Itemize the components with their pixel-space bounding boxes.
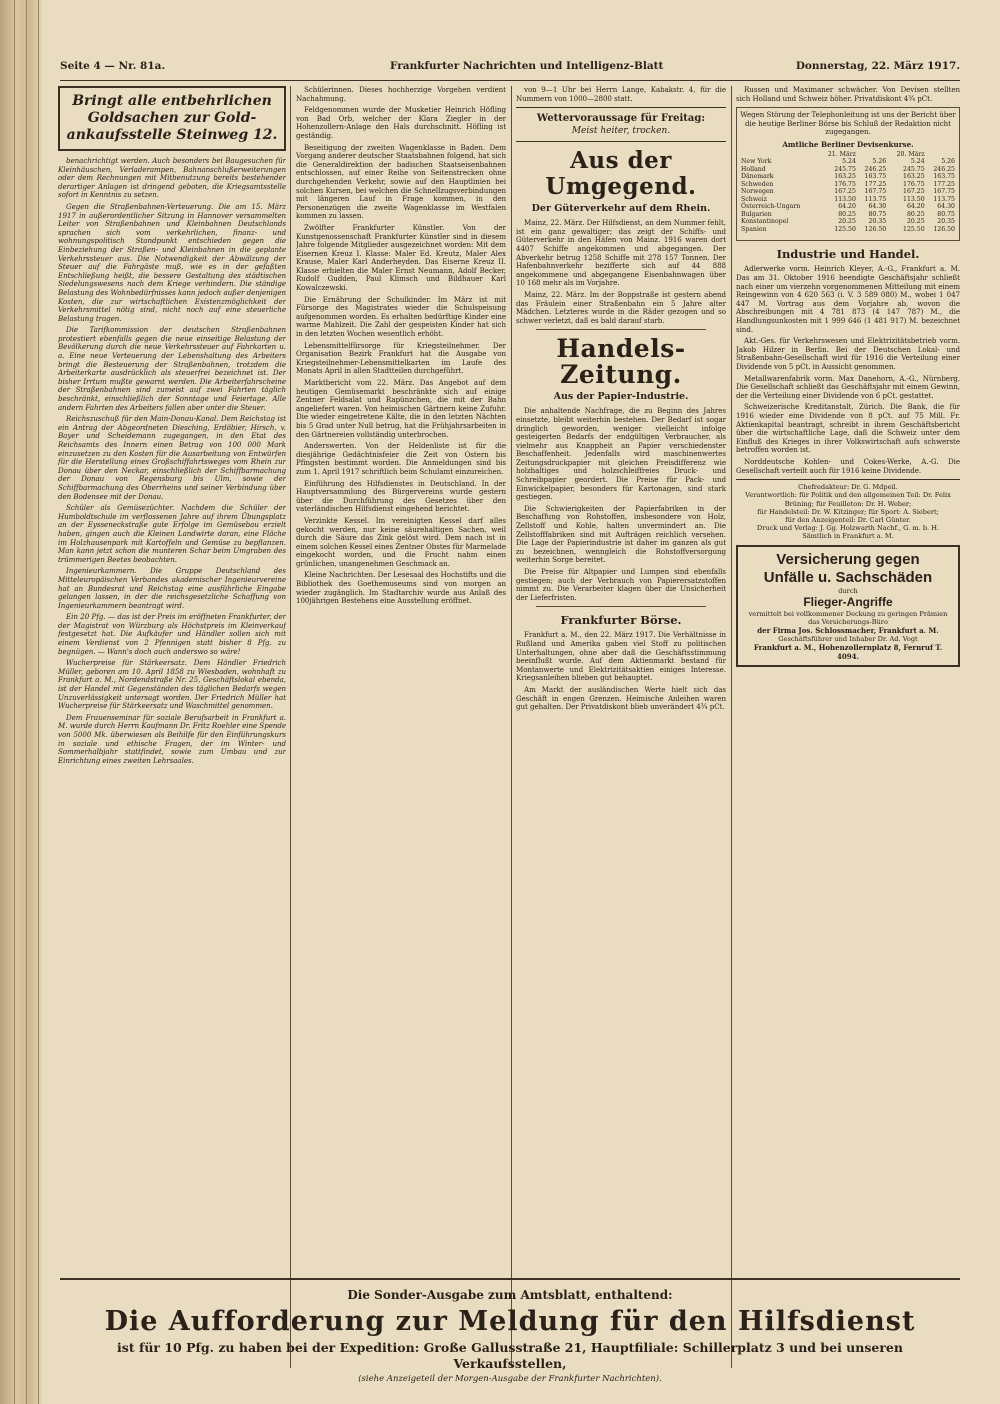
currency-cell: 113.75 [933, 195, 955, 203]
article-paragraph: Am Markt der ausländischen Werte hielt sich das Geschäft in engen Grenzen. Heimische Anleihen waren gut gehalten. Der Privatdiskont blieb unverändert 4¾ pCt. [516, 684, 726, 712]
currency-cell: 20.35 [937, 218, 955, 226]
currency-cell: 167.25 [834, 188, 856, 196]
currency-cell: 5.24 [910, 158, 925, 166]
article-paragraph: Russen und Maximaner schwächer. Von Devisen stellten sich Holland und Schweiz höher. Privatdiskont 4¾ pCt. [736, 86, 960, 103]
notice-line: (siehe Anzeigeteil der Morgen-Ausgabe der Frankfurter Nachrichten). [358, 1374, 662, 1384]
currency-row [740, 166, 956, 174]
currency-cell: 113.50 [834, 195, 856, 203]
column-1 [58, 86, 286, 1368]
currency-cell: 126.50 [933, 225, 955, 233]
article-paragraph: Anderswerten. Von der Heldenliste ist für die diesjährige Gedächtnisfeier die Zeit von Ostern bis Pfingsten bestimmt worden. Die Anmeldungen sind bis zum 1. April 1917 schriftlich beim Schulamt einzureichen. [296, 441, 506, 476]
article-paragraph: Mainz, 22. März. Der Hilfsdienst, an dem Nummer fehlt, ist ein ganz gewaltiger; das zeigt der Schiffs- und Güterverkehr in den Häfen von Mainz. 1916 waren dort 4407 Schiffe angekommen und abgegangen. Der Abverkehr betrug 1258 Schiffe mit 278 157 Tonnen. Der Hafenbahnverkehr bezifferte sich auf 44 888 angekommene und abgegangene Eisenbahnwagen über 10 168 mehr als im Vorjahre. [516, 218, 726, 288]
currency-cell: 5.26 [872, 158, 887, 166]
currency-cell: Schweiz [741, 195, 767, 203]
currency-cell: 64.20 [906, 203, 925, 211]
article-paragraph: Beseitigung der zweiten Wagenklasse in Baden. Dem Vorgang anderer deutscher Staatsbahnen folgend, hat sich die Generaldirektion der badischen Staatseisenbahnen entschlossen, auf einer Reihe von Seitenstrecken ohne durchgehenden Verkehr, sowie auf den Hauptlinien bei solchen Kursen, bei welchen die Schnellzugsverbindungen mit längeren Lauf in Frage kommen, in den Personenzügen die zweite Wagenklasse im Westfalen kommen zu lassen. [296, 142, 506, 221]
article-paragraph: Zwölfter Frankfurter Künstler. Von der Kunstgenossenschaft Frankfurter Künstler sind in diesem Jahre folgende Mitglieder ausgezeichnet worden: Mit dem Eisernen Kreuz I. Klasse: Maler Ed. Kreutz, Maler Alex Krause, Maler Karl Anderheyden. Das Eiserne Kreuz II. Klasse erhielten die Maler Ernst Neumann, Adolf Becker, Rudolf Gudden, Paul Klimsch und Bildhauer Karl Kowalczewski. [296, 222, 506, 293]
currency-cell: 64.30 [868, 203, 887, 211]
currency-header-cell [926, 151, 956, 159]
section-heading: Industrie und Handel. [776, 247, 920, 262]
issue-date: Donnerstag, 22. März 1917. [795, 60, 960, 72]
notice-line: ist für 10 Pfg. zu haben bei der Expedition: Große Gallusstraße 21, Hauptfiliale: Schillerplatz 3 und bei unseren Verkaufsstellen, [117, 1340, 903, 1371]
insurance-ad [736, 545, 960, 668]
currency-cell: 126.50 [864, 225, 887, 233]
currency-cell: 246.25 [864, 165, 887, 173]
article-paragraph: Norddeutsche Kohlen- und Cokes-Werke, A.-G. Die Gesellschaft verteilt auch für 1916 keine Dividende. [736, 456, 960, 475]
article-paragraph: Schülerinnen. Dieses hochherzige Vorgehen verdient Nachahmung. [296, 86, 506, 103]
currency-cell: 20.35 [868, 218, 887, 226]
article-paragraph: Schüler als Gemüsezüchter. Nachdem die Schüler der Humboldtschule im verflossenen Jahre auf ihrem Übungsplatz an der Eysseneckstraße gute Erfolge im Gemüsebau erzielt haben, gingen auch die Kleinen Landwirte daran, eine Fläche im Holzhausenpark mit Kartoffeln und Gemüse zu bepflanzen. Man kann jetzt schon die munteren Schar beim Umgraben des trümmerigen Beetes beobachten. [58, 503, 286, 564]
section-heading: Frankfurter Börse. [560, 613, 682, 628]
imprint-line: für den Anzeigenteil: Dr. Carl Günter. [785, 515, 911, 524]
currency-cell: 80.25 [906, 210, 925, 218]
currency-header-cell [857, 151, 887, 159]
column-4 [736, 86, 960, 1368]
currency-cell: 167.75 [864, 188, 887, 196]
currency-cell: Bulgarien [741, 210, 772, 218]
currency-row [740, 188, 956, 196]
currency-box [736, 107, 960, 241]
currency-row [740, 226, 956, 234]
binding-edge [26, 0, 27, 1404]
currency-cell: New York [741, 158, 772, 166]
notice-text: Wegen Störung der Telephonleitung ist uns der Bericht über die heutige Berliner Börse bis Schluß der Redaktion nicht zugegangen. [740, 110, 956, 137]
imprint-line: Sämtlich in Frankfurt a. M. [802, 532, 894, 541]
imprint-line: Druck und Verlag: J. Gg. Holzwarth Nachf., G. m. b. H. [756, 524, 940, 533]
ad-line: der Firma Jos. Schlossmacher, Frankfurt a. M. [757, 626, 939, 636]
column-3 [516, 86, 726, 1368]
divider [536, 606, 706, 607]
currency-cell: 113.75 [864, 195, 887, 203]
page-header [60, 58, 960, 81]
article-paragraph: Feldgenommen wurde der Musketier Heinrich Höfling von Bad Orb, welcher der Klara Ziegler in der Hohenzollern-Anlage den Hals durchschnitt. Höfling ist geständig. [296, 105, 506, 140]
currency-cell: 167.25 [903, 188, 925, 196]
section-heading: Handels-Zeitung. [556, 334, 686, 390]
notice-headline: Die Aufforderung zur Meldung für den Hilfsdienst [104, 1306, 916, 1337]
currency-cell: Konstantinopel [741, 218, 789, 226]
currency-cell: 80.25 [838, 210, 856, 218]
currency-row [740, 158, 956, 166]
currency-row [740, 173, 956, 181]
currency-cell: 5.26 [941, 158, 955, 166]
divider [536, 329, 706, 330]
imprint-line: Chefredakteur: Dr. G. Mdpeil. [798, 483, 898, 492]
article-paragraph: Frankfurt a. M., den 22. März 1917. Die Verhältnisse in Rußland und Amerika gaben viel Stoff zu politischen Unterhaltungen, ohne aber daß die Geschäftsstimmung beeinflußt wurde. Auf dem Aktienmarkt bestand für Montanwerte und Elektrizitätsaktien einiges Interesse. Kriegsanleihen blieben gut behauptet. [516, 630, 726, 683]
article-paragraph: Metallwarenfabrik vorm. Max Danehorn, A.-G., Nürnberg. Die Gesellschaft schließt das Geschäftsjahr mit einem Gewinn, der die Verteilung einer Dividende von 6 pCt. gestattet. [736, 373, 960, 400]
currency-cell: Holland [741, 165, 766, 173]
currency-cell: 5.24 [842, 158, 856, 166]
weather-forecast [516, 107, 726, 142]
section-heading: Aus der Umgegend. [545, 147, 697, 201]
article-paragraph: Die Ernährung der Schulkinder. Im März ist mit Fürsorge des Magistrates wieder die Schulspeisung aufgenommen worden. Es erhalten bedürftige Kinder eine warme Mahlzeit. Die Zahl der gespeisten Kinder hat sich in den letzten Wochen wesentlich erhöht. [296, 294, 506, 339]
currency-cell: 125.50 [903, 225, 925, 233]
article-paragraph: Die anhaltende Nachfrage, die zu Beginn des Jahres einsetzte, bleibt weiterhin bestehen. Der Bedarf ist sogar dringlich geworden, weniger vielleicht infolge gesteigerten Bedarfs der endgültigen Verbraucher, als vielmehr aus Knappheit an Papier verschiedenster Beschaffenheit. Jedenfalls wird maschinenwertes Zeitungsdruckpapier mit gleichen Preisdifferenz wie holzhaltiges und holzschleiffreies Druck- und Schreibpapier geordert. Die Preise für Pack- und Einwickelpapier, besonders für Kartonagen, sind stark gestiegen. [516, 406, 726, 502]
currency-cell: Spanien [741, 225, 767, 233]
currency-header-row [740, 151, 956, 159]
column-rule [290, 86, 291, 1368]
currency-cell: 163.75 [864, 173, 887, 181]
article-paragraph: benachrichtigt werden. Auch besonders bei Baugesuchen für Kleinhäuschen, Verladerampen, Bahnanschlußerweiterungen oder dem Rechnungen mit Mitbenutzung bereits bestehender derartiger Anlagen ist dringend geboten, die Kriegsamtsstelle sofort in Kenntnis zu setzen. [58, 156, 286, 200]
article-paragraph: Die Preise für Altpapier und Lumpen sind ebenfalls gestiegen; auch der Verbrauch von Papierersatzstoffen nimmt zu. Die Verarbeiter klagen über die Unsicherheit der Lieferfristen. [516, 567, 726, 602]
currency-header-cell: 20. März [896, 150, 925, 158]
currency-cell: 246.25 [933, 165, 955, 173]
currency-cell: 64.30 [937, 203, 955, 211]
currency-cell: 20.25 [838, 218, 856, 226]
currency-cell: 163.25 [834, 173, 856, 181]
weather-value: Meist heiter, trocken. [571, 126, 671, 137]
article-paragraph: Reichszuschuß für den Main-Donau-Kanal. Dem Reichstag ist ein Antrag der Abgeordneten Diesching, Erdöbier, Hirsch, v. Bayer und Scheidemann zugegangen, in den Etat des Reichsamts des Innern einen Betrag von 100 000 Mark einzusetzen zu den Kosten für die Ausarbeitung von Entwürfen für die Herstellung eines Großschiffahrtsweges vom Rhein zur Donau über den Neckar, einschließlich der Schiffbarmachung der Donau von Regensburg bis Ulm, sowie der Schiffbarmachung des Oberrheins und seiner Verbindung über den Bodensee mit der Donau. [58, 414, 286, 501]
article-paragraph: von 9—1 Uhr bei Herrn Lange, Kabakstr. 4, für die Nummern von 1000—2800 statt. [516, 86, 726, 103]
binding-edge [14, 0, 15, 1404]
masthead-title: Frankfurter Nachrichten und Intelligenz-Blatt [390, 60, 664, 72]
article-paragraph: Einführung des Hilfsdienstes in Deutschland. In der Hauptversammlung des Bürgervereins wurde gestern über die Durchführung des Gesetzes über den vaterländischen Hilfsdienst eingehend berichtet. [296, 478, 506, 514]
article-paragraph: Akt.-Ges. für Verkehrswesen und Elektrizitätsbetrieb vorm. Jakob Hilzer in Berlin. Bei der Deutschen Lokal- und Straßenbahn-Gesellschaft wird für 1916 die Verteilung einer Dividende von 5 pCt. in Aussicht genommen. [736, 336, 960, 371]
currency-cell: 80.75 [937, 210, 955, 218]
article-paragraph: Kleine Nachrichten. Der Lesesaal des Hochstifts und die Bibliothek des Goethemuseums sind von morgen an wieder zugänglich. Im Stadtarchiv wurde aus Anlaß des 100jährigen Bestehens eine Ausstellung eröffnet. [296, 570, 506, 606]
column-rule [731, 86, 732, 1368]
currency-cell: Norwegen [741, 188, 774, 196]
article-paragraph: Die Schwierigkeiten der Papierfabriken in der Beschaffung von Rohstoffen, insbesondere von Holz, Zellstoff und Kohle, halten unvermindert an. Die Zellstofffabriken sind mit Aufträgen reichlich versehen. Die Lage der Papierindustrie ist daher im ganzen als gut zu bezeichnen, wenngleich die Rohstoffversorgung weiterhin Sorge bereitet. [516, 503, 726, 565]
article-paragraph: Adlerwerke vorm. Heinrich Kleyer, A.-G., Frankfurt a. M. Das am 31. Oktober 1916 beendigte Geschäftsjahr schließt nach einer um vierzehn vorgenommenen Mitteilung mit einem Reingewinn von 4 620 563 (i. V. 3 589 080) M., wobei 1 047 447 M. Vortrag aus dem Vorjahre ab, wovon die Abschreibungen mit 4 781 873 (4 147 787) M., die Handlungsunkosten mit 1 999 646 (1 481 917) M. bezeichnet sind. [736, 264, 960, 334]
binding-edge [38, 0, 39, 1404]
currency-table [740, 151, 956, 234]
article-paragraph: Die Tarifkommission der deutschen Straßenbahnen protestiert ebenfalls gegen die neue einseitige Belastung der Bevölkerung durch die neue Verkehrssteuer auf Fahrkarten u. a. Eine neue Verteuerung der Lebenshaltung des Arbeiters bringt die Besteuerung der Straßenbahnen, trotzdem die Arbeiterkarte ausdrücklich als steuerfrei bezeichnet ist. Der bisher Irrtum mußte gewarnt werden. Die Arbeiterfahrscheine der Straßenbahnen sind zumeist auf zwei Fahrten täglich beschränkt, einschließlich der Sonntage und Feiertage. Alle andern Fahrten des Arbeiters fallen aber unter die Steuer. [58, 325, 286, 412]
currency-header-cell [740, 151, 818, 159]
currency-row [740, 218, 956, 226]
currency-cell: 80.75 [868, 210, 887, 218]
currency-cell: 245.75 [834, 165, 856, 173]
imprint-line: für Handelsteil: Dr. W. Kitzinger; für Sport: A. Siebert; [757, 507, 939, 516]
page-number: Seite 4 — Nr. 81a. [60, 60, 166, 72]
currency-cell: 64.20 [838, 203, 856, 211]
column-2 [296, 86, 506, 1368]
article-paragraph: Lebensmittelfürsorge für Kriegsteilnehmer. Der Organisation Bezirk Frankfurt hat die Ausgabe von Kriegsteilnehmer-Lebensmittelkarten im Laufe des Monats April in allen Stadtteilen durchgeführt. [296, 340, 506, 376]
newspaper-page [52, 50, 964, 1384]
ad-line: Frankfurt a. M., Hohenzollernplatz 8, Fernruf T. 4094. [753, 643, 943, 662]
article-paragraph: Marktbericht vom 22. März. Das Angebot auf dem heutigen Gemüsemarkt beschränkte sich auf einige Zentner Feldsalat und Rapünzchen, die mit der Bahn angeliefert waren. Von heimischen Gärtnern keine Zufuhr. Die wieder eingetretene Kälte, die in den letzten Nächten bis 5 Grad unter Null betrug, hat die Frühjahrsarbeiten in den Gärtnereien vollständig unterbrochen. [296, 378, 506, 439]
currency-cell: 163.25 [903, 173, 925, 181]
article-paragraph: Dem Frauenseminar für soziale Berufsarbeit in Frankfurt a. M. wurde durch Herrn Kaufmann Dr. Fritz Roehler eine Spende von 5000 Mk. überwiesen als Beihilfe für den Einführungskurs in soziale und ethische Fragen, der im Winter- und Sommerhalbjahr stattfindet, sowie zum Umbau und zur Einrichtung eines zweiten Lehrsaales. [58, 712, 286, 765]
currency-cell: 245.75 [903, 165, 925, 173]
notice-line: Die Sonder-Ausgabe zum Amtsblatt, enthaltend: [347, 1288, 673, 1302]
currency-cell: 177.25 [933, 180, 955, 188]
article-paragraph: Gegen die Straßenbahnen-Verteuerung. Die am 15. März 1917 in außerordentlicher Sitzung in Hannover versammelten Leiter von Straßenbahnen und Kleinbahnen Deutschlands sprachen sich vom verkehrlichen, finanz- und wohnungspolitisch Standpunkt entschieden gegen die Einbeziehung der Straßen- und Kleinbahnen in die geplante Verkehrssteuer aus. Die Notwendigkeit der Abwälzung der Steuer auf die Fahrgäste muß, wie es in der gefaßten Entschließung heißt, die bessere Gestaltung des städtischen Siedelungswesens nach dem Kriege verhindern. Die ständige Belastung des Wohnbedürfnisses kann jedoch außer denjenigen Kosten, die zur wirtschaftlichen Existenzmöglichkeit der Verkehrsmittel nötig sind, nicht noch auf eine steuerliche Belastung tragen. [58, 201, 286, 323]
imprint-line: Verantwortlich: für Politik und den allgemeinen Teil: Dr. Felix Brüning; für Feuilleton: Dr. H. Weber; [745, 491, 951, 508]
currency-cell: 176.75 [834, 180, 856, 188]
imprint [736, 479, 960, 540]
currency-row [740, 181, 956, 189]
currency-cell: Dänemark [741, 173, 774, 181]
currency-cell: 163.75 [933, 173, 955, 181]
article-paragraph: Ein 20 Pfg. — das ist der Preis im eröffneten Frankfurter, der der Magistrat von Würzburg als Höchstpreis im Kleinverkauf festgesetzt hat. Die Aufkäufer und Händler sollen sich mit einem Verdienst von 2 Pfennigen statt bisher 8 Pfg. zu begnügen. — Wann's doch auch anderswo so wäre! [58, 612, 286, 656]
article-heading: Der Güterverkehr auf dem Rhein. [531, 203, 711, 215]
column-rule [511, 86, 512, 1368]
ad-line: Unfälle u. Sachschäden [763, 568, 933, 586]
currency-cell: 167.75 [933, 188, 955, 196]
currency-row [740, 203, 956, 211]
article-paragraph: Mainz, 22. März. Im der Boppstraße ist gestern abend das Fräulein einer Straßenbahn ein 5 Jahre alter Mädchen. Letzteres wurde in die Räder gezogen und so schwer verletzt, daß es bald darauf starb. [516, 289, 726, 325]
ad-line: Flieger-Angriffe [803, 594, 893, 609]
article-paragraph: Ingenieurkammern. Die Gruppe Deutschland des Mitteleuropäischen Verbandes akademischer Ingenieurvereine hat an Bundesrat und Reichstag eine ausführliche Eingabe gelangen lassen, in der die reichsgesetzliche Schaffung von Ingenieurkammern beantragt wird. [58, 566, 286, 610]
currency-title: Amtliche Berliner Devisenkurse. [782, 139, 914, 149]
currency-row [740, 211, 956, 219]
article-paragraph: Schweizerische Kreditanstalt, Zürich. Die Bank, die für 1916 wieder eine Dividende von 8 pCt. auf 75 Mill. Fr. Aktienkapital beantragt, schreibt in ihrem Geschäftsbericht über die wirtschaftliche Lage, daß die Schweiz unter dem Einfluß des Krieges in ihrer Volkswirtschaft aufs schwerste betroffen worden ist. [736, 402, 960, 455]
currency-cell: 176.75 [903, 180, 925, 188]
currency-cell: 177.25 [864, 180, 887, 188]
hilfsdienst-notice [60, 1278, 960, 1384]
gold-ad: Bringt alle entbehrlichen Goldsachen zur Gold-ankaufsstelle Steinweg 12. [58, 86, 286, 151]
currency-header-cell: 21. März [827, 150, 856, 158]
weather-title: Wettervoraussage für Freitag: [536, 113, 706, 125]
currency-cell: 20.25 [906, 218, 925, 226]
currency-row [740, 196, 956, 204]
currency-cell: 113.50 [903, 195, 925, 203]
article-paragraph: Wucherpreise für Stärkeersatz. Dem Händler Friedrich Müller, geboren am 10. April 1858 zu Wiesbaden, wohnhaft zu Frankfurt a. M., Nordendstraße Nr. 25, Geschäftslokal ebenda, ist der Handel mit Gegenständen des täglichen Bedarfs wegen Unzuverlässigkeit untersagt worden. Der Friedrich Müller hat Wucherpreise für Stärkeersatz und Waschmittel genommen. [58, 658, 286, 711]
ad-line: durch [838, 586, 858, 595]
article-paragraph: Verzinkte Kessel. Im vereinigten Kessel darf alles gekocht werden, nur keine säurehaltigen Sachen, weil durch die Säure das Zink gelöst wird. Dem nach ist in einem solchen Kessel eines Zentner Obstes für Marmelade eingekocht worden, und die Frucht nahm einen grünlichen, unangenehmen Geschmack an. [296, 515, 506, 568]
ad-line: Versicherung gegen [776, 550, 920, 568]
currency-cell: 125.50 [834, 225, 856, 233]
book-binding [0, 0, 42, 1404]
ad-line: vermittelt bei vollkommener Deckung zu geringen Prämien das Versicherungs-Büro [748, 609, 948, 626]
ad-line: Geschäftsführer und Inhaber Dr. Ad. Vogt [778, 635, 918, 644]
currency-cell: Österreich-Ungarn [741, 203, 801, 211]
article-heading: Aus der Papier-Industrie. [553, 391, 689, 403]
currency-cell: Schweden [741, 180, 774, 188]
